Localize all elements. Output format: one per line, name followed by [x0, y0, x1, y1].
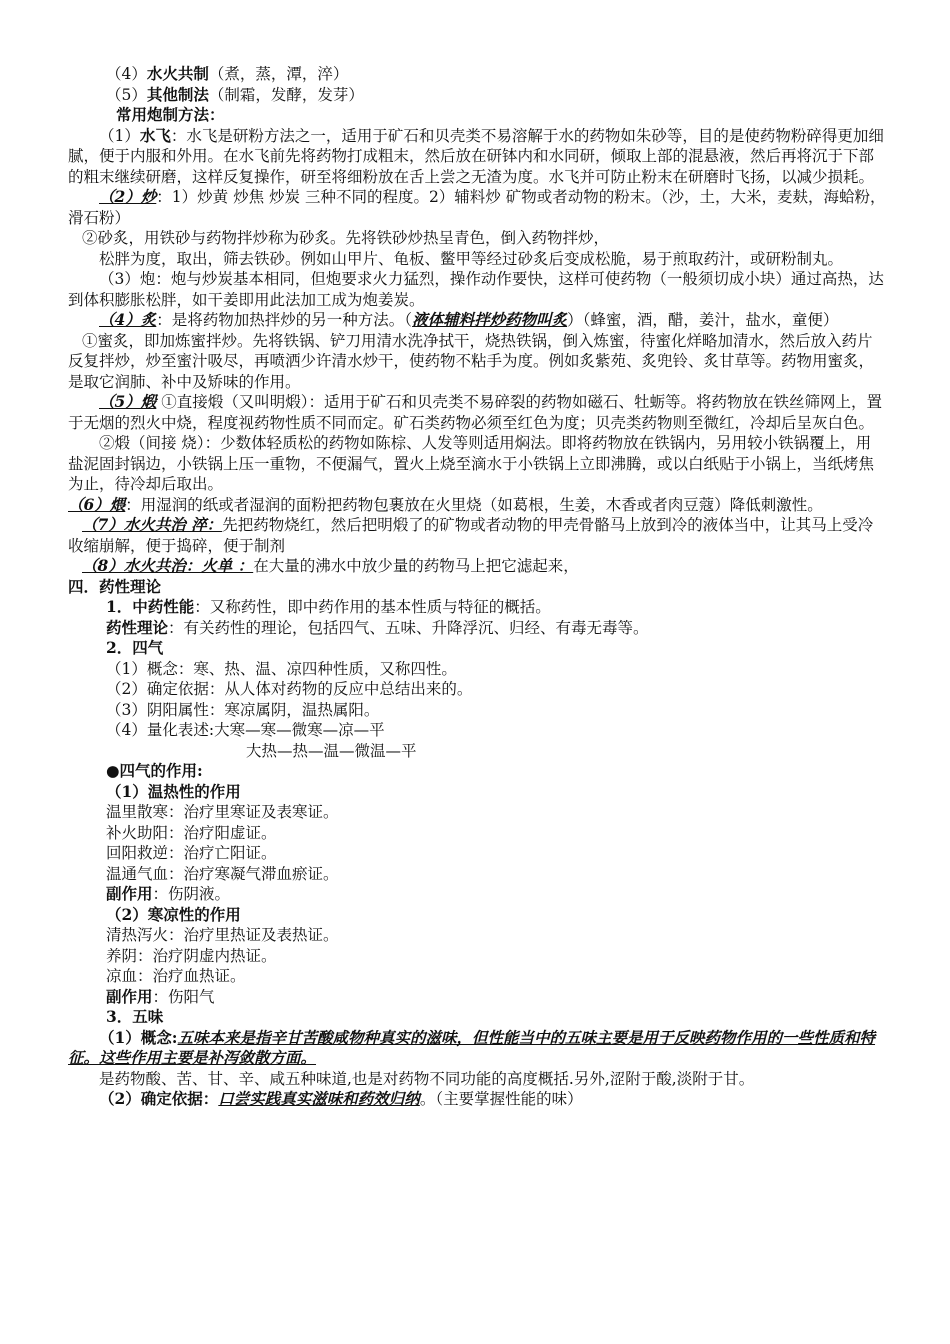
document-page	[68, 64, 886, 1110]
line-qita: （5）其他制法（制霜，发酵，发芽）	[106, 84, 364, 104]
para-wuwei-concept: （1）概念:五味本来是指辛甘苦酸咸物种真实的滋味，但性能当中的五味主要是用于反映药物作用的一些性质和特征。这些作用主要是补泻敛散方面。	[68, 1027, 876, 1067]
line-wenre-3: 回阳救逆：治疗亡阳证。	[106, 844, 277, 862]
line-wenre-2: 补火助阳：治疗阳虚证。	[106, 823, 277, 842]
line-hanliang-1: 清热泻火：治疗里热证及表热证。	[106, 926, 339, 944]
line-hanliang-3: 凉血：治疗血热证。	[106, 967, 246, 985]
para-duan: （5）煅 ①直接煅（又叫明煅）：适用于矿石和贝壳类不易碎裂的药物如磁石、牡蛎等。将药物放在铁丝筛网上，置于无烟的烈火中烧，程度视药物性质不同而定。矿石类药物必须至红色为度；贝壳类药物则至微红，冷却后呈灰白色。	[68, 392, 882, 432]
para-pao: （3）炮：炮与炒炭基本相同，但炮要求火力猛烈，操作动作要快，这样可使药物（一般须切成小块）通过高热，达到体积膨胀松胖，如干姜即用此法加工成为炮姜炭。	[68, 270, 884, 309]
para-wuwei-desc: 是药物酸、苦、甘、辛、咸五种味道,也是对药物不同功能的高度概括.另外,涩附于酸,淡附于甘。	[99, 1069, 755, 1088]
line-siqi-3: （3）阴阳属性：寒凉属阴，温热属阳。	[106, 700, 380, 719]
para-shazhi-2: 松胖为度，取出，筛去铁砂。例如山甲片、龟板、鳖甲等经过砂炙后变成松脆，易于煎取药汁，或研粉制丸。	[99, 249, 844, 268]
para-zhi: （4）炙：是将药物加热拌炒的另一种方法。（液体辅料拌炒药物叫炙）（蜂蜜，酒，醋，姜汁，盐水，童便）	[99, 310, 839, 329]
heading-siqi-zuoyong: ●四气的作用:	[106, 761, 203, 780]
heading-siqi: 2．四气	[106, 638, 164, 657]
line-wenre-5: 副作用：伤阴液。	[106, 884, 231, 903]
line-xingneng: 1．中药性能：又称药性，即中药作用的基本性质与特征的概括。	[106, 597, 551, 616]
line-hanliang-4: 副作用：伤阳气	[106, 986, 215, 1006]
line-wenre-4: 温通气血：治疗寒凝气滞血瘀证。	[106, 864, 339, 883]
line-shuihuo: （4）水火共制（煮，蒸，潭，淬）	[106, 64, 349, 83]
section-heading-4: 四．药性理论	[68, 576, 162, 596]
para-mizhi: ①蜜炙，即加炼蜜拌炒。先将铁锅、铲刀用清水洗净拭干，烧热铁锅，倒入炼蜜，待蜜化烊略加清水，然后放入药片反复拌炒，炒至蜜汁吸尽，再喷洒少许清水炒干，使药物不粘手为度。例如炙紫苑、炙兜铃、炙甘草等。药物用蜜炙，是取它润肺、补中及矫味的作用。	[68, 331, 875, 391]
line-hanliang-2: 养阴：治疗阴虚内热证。	[106, 946, 277, 965]
line-wuwei-basis: （2）确定依据：口尝实践真实滋味和药效归纳。（主要掌握性能的味）	[99, 1089, 583, 1108]
line-yaoxing-lilun: 药性理论：有关药性的理论，包括四气、五味、升降浮沉、归经、有毒无毒等。	[106, 617, 649, 637]
heading-hanliang: （2）寒凉性的作用	[106, 904, 241, 924]
heading-common-methods: 常用炮制方法：	[116, 105, 225, 124]
para-shazhi-1: ②砂炙，用铁砂与药物拌炒称为砂炙。先将铁砂炒热呈青色，倒入药物拌炒，	[82, 229, 610, 247]
heading-wenre: （1）温热性的作用	[106, 781, 241, 801]
para-cui: （7）水火共治 淬：先把药物烧红，然后把明煅了的矿物或者动物的甲壳骨骼马上放到冷的液体当中，让其马上受冷收缩崩解，便于捣碎，便于制剂	[68, 515, 874, 555]
line-siqi-5: 大热—热—温—微温—平	[246, 741, 417, 760]
para-duan-2: ②煅（间接 烧）：少数体轻质松的药物如陈棕、人发等则适用焖法。即将药物放在铁锅内，另用较小铁锅覆上，用盐泥固封锅边，小铁锅上压一重物，不便漏气，置火上烧至滴水于小铁锅上立即沸腾，或以白纸贴于小锅上，当纸烤焦为止，待冷却后取出。	[68, 434, 875, 493]
heading-wuwei: 3．五味	[106, 1007, 164, 1026]
para-shuifei: （1）水飞：水飞是研粉方法之一，适用于矿石和贝壳类不易溶解于水的药物如朱砂等，目的是使药物粉碎得更加细腻，便于内服和外用。在水飞前先将药物打成粗末，然后放在研钵内和水同研，倾取上部的混悬液，然后再将沉于下部的粗末继续研磨，这样反复操作，研至将细粉放在舌上尝之无渣为度。水飞并可防止粉末在研磨时飞扬，以减少损耗。	[68, 125, 884, 186]
line-wenre-1: 温里散寒：治疗里寒证及表寒证。	[106, 803, 339, 821]
line-siqi-2: （2）确定依据：从人体对药物的反应中总结出来的。	[106, 680, 473, 698]
para-dan: （8）水火共治：火单 ：在大量的沸水中放少量的药物马上把它滤起来，	[82, 556, 579, 575]
line-siqi-1: （1）概念：寒、热、温、凉四种性质，又称四性。	[106, 659, 457, 678]
para-chao: （2）炒：1）炒黄 炒焦 炒炭 三种不同的程度。2）辅料炒 矿物或者动物的粉末。（沙，土，大米，麦麸，海蛤粉，滑石粉）	[68, 187, 886, 227]
para-wei: （6）煨：用湿润的纸或者湿润的面粉把药物包裹放在火里烧（如葛根，生姜，木香或者肉豆蔻）降低刺激性。	[68, 494, 823, 514]
line-siqi-4: （4）量化表述:大寒—寒—微寒—凉—平	[106, 721, 385, 739]
